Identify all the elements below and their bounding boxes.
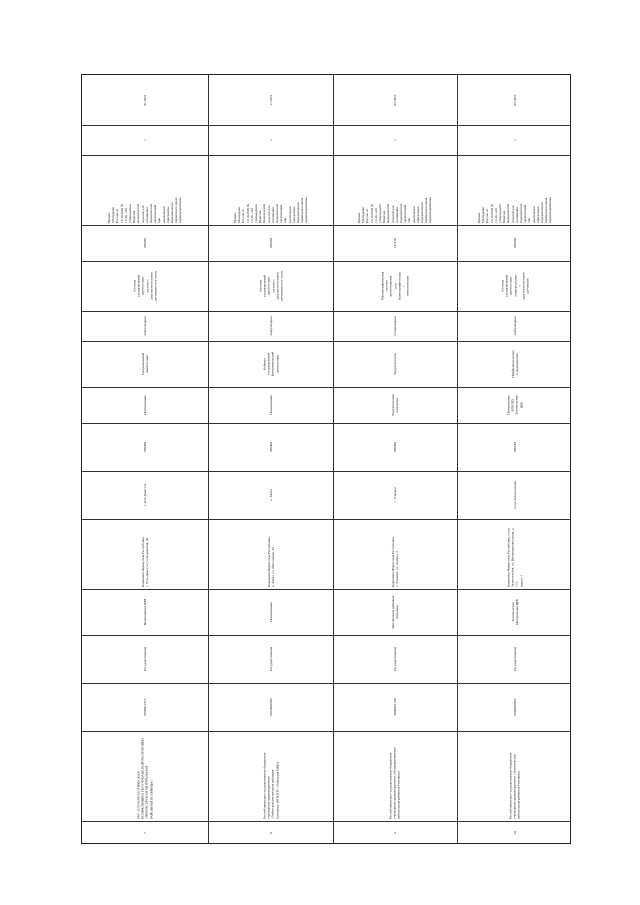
care-kind-text: Стационарно — [392, 316, 397, 336]
cell-ownership — [208, 635, 333, 683]
cell-address — [208, 519, 333, 589]
cell-address — [457, 519, 572, 589]
cell-inn — [333, 683, 457, 731]
cell-ownership — [457, 635, 572, 683]
cell-year — [82, 75, 208, 125]
inn-text: 0910001003 — [268, 698, 273, 716]
cell-code — [333, 225, 457, 261]
dept-profile-text: Ультразвуковой диагностики — [140, 352, 149, 376]
year-text: 05.2022 — [512, 94, 517, 106]
system-text: Маммографическая система рентгеновская или маммографическая с томосинтезом — [380, 271, 410, 301]
cell-dept-profile — [208, 341, 333, 387]
cell-code — [208, 225, 333, 261]
order-text: Приказ Минздрава России от 19.10.2020 № 1112н «Об утверждении Перечня медицинских изделий для оснащения медицинских организаций при реализации программы модернизации первичного звена здравоохранения» — [476, 196, 553, 223]
cell-code — [82, 225, 208, 261]
name-text: Республиканское государственное бюджетное учреждение здравоохранения «Зеленчукская центральная районная больница» — [508, 752, 521, 819]
cell-system — [457, 261, 572, 311]
code-text: 260350 — [142, 237, 147, 249]
short-name-text: Зеленчукская Центральная ЦРБ — [510, 599, 519, 625]
cell-name — [82, 731, 208, 821]
dept-type-text: Поликлиника — [268, 395, 273, 415]
order-text: Приказ Минздрава России от 19.10.2020 № 1112н «Об утверждении Перечня медицинских изделий для оснащения медицинских организаций при реализации программы модернизации первичного звена здравоохранения» — [107, 196, 183, 223]
care-kind-text: Амбулаторно — [512, 316, 517, 336]
name-text: ГБУ «СТОМАТОЛОГИЧЕСКАЯ ПОЛИКЛИНИКА ГБУЗ ЧУВАШСКОЙ РЕСПУБЛИКИ «ЧЕБОКСАРСКАЯ ЦЕНТРАЛЬНАЯ РАЙОННАЯ БОЛЬНИЦА» — [136, 738, 154, 819]
cell-locality — [82, 471, 208, 519]
locality-text: с. Учкекен — [392, 487, 397, 503]
num-text: 8 — [268, 832, 273, 834]
name-text: Республиканское государственное бюджетное учреждение здравоохранения «Малокарачаевская центральная районная больница» — [388, 747, 402, 819]
dept-type-text: Поликлиника — [142, 395, 147, 415]
cell-care-kind — [208, 311, 333, 341]
inn-text: 0909001138 — [392, 698, 397, 716]
cell-postcode — [457, 423, 572, 471]
order-text: Приказ Минздрава России от 19.10.2020 № 1112н «Об утверждении Перечня медицинских изделий для оснащения медицинских организаций при реализации программы модернизации первичного звена здравоохранения» — [357, 196, 433, 223]
cell-dept-type — [82, 387, 208, 423]
inn-text: 0906017317 — [142, 698, 147, 716]
cell-qty — [82, 125, 208, 155]
order-text: Приказ Минздрава России от 19.10.2020 № 1112н «Об утверждении Перечня медицинских изделий для оснащения медицинских организаций при реализации программы модернизации первичного звена здравоохранения» — [232, 196, 309, 223]
system-text: Система ультразвуковой диагностики универсальная с диагностическими датчиками — [499, 272, 530, 300]
address-text: Карачаево-Черкесская Республика, а. Хабез, ул. Шоссейная, 32 — [266, 536, 275, 587]
ownership-text: Государственная — [512, 646, 517, 672]
cell-inn — [82, 683, 208, 731]
address-text: Карачаево-Черкесская Республика, ст-ца Зеленчукская, ул. Интернациональная, д. 151, корпус 1 — [506, 527, 523, 587]
address-text: Карачаево-Черкесская Республика, с. Учкекен, ул. Ленина, 2 — [390, 536, 399, 587]
year-text: 11.2021 — [268, 94, 273, 106]
cell-system — [82, 261, 208, 311]
cell-address — [82, 519, 208, 589]
ownership-text: Государственная — [392, 646, 397, 672]
cell-name — [208, 731, 333, 821]
dept-profile-text: Хирургическое — [392, 352, 397, 376]
postcode-text: 369380 — [392, 441, 397, 453]
address-text: Карачаево-Черкесская Республика, г. Усть-Джегута, ул. Курортная, 45 — [140, 536, 149, 587]
postcode-text: 369400 — [268, 441, 273, 453]
cell-dept-profile — [333, 341, 457, 387]
ownership-text: Государственная — [142, 646, 147, 672]
cell-short-name — [208, 589, 333, 635]
cell-postcode — [333, 423, 457, 471]
cell-name — [457, 731, 572, 821]
cell-order — [333, 155, 457, 225]
locality-text: г. Усть-Джегута — [142, 483, 147, 507]
cell-code — [457, 225, 572, 261]
dept-type-text: Хирургическое отделение — [390, 393, 399, 417]
qty-text: 1 — [512, 139, 517, 141]
year-text: 03.2022 — [392, 94, 397, 106]
cell-year — [333, 75, 457, 125]
system-text: Система ультразвуковой диагностики система с диагностическими датчиками и ее части — [132, 270, 158, 302]
cell-inn — [457, 683, 572, 731]
postcode-text: 369300 — [142, 441, 147, 453]
cell-ownership — [82, 635, 208, 683]
locality-text: ст-ца Зеленчукская — [512, 481, 517, 509]
cell-dept-type — [208, 387, 333, 423]
dept-profile-text: Профилактическое и медицинское — [510, 350, 519, 378]
cell-locality — [208, 471, 333, 519]
short-name-text: Поликлиника — [268, 602, 273, 622]
ownership-text: Государственная — [268, 646, 273, 672]
cell-order — [457, 155, 572, 225]
cell-short-name — [457, 589, 572, 635]
cell-dept-type — [333, 387, 457, 423]
care-kind-text: Амбулаторно — [142, 316, 147, 336]
cell-postcode — [208, 423, 333, 471]
cell-qty — [208, 125, 333, 155]
cell-locality — [333, 471, 457, 519]
qty-text: 1 — [268, 139, 273, 141]
cell-inn — [208, 683, 333, 731]
cell-year — [457, 75, 572, 125]
locality-text: а. Хабез — [268, 489, 273, 501]
table-sheet — [81, 74, 571, 844]
dept-type-text: Поликлиника РГБЛПУ Зеленчукская ЦРБ — [506, 395, 523, 415]
inn-text: 0906007863 — [512, 698, 517, 716]
cell-short-name — [333, 589, 457, 635]
short-name-text: Центральная районная больница — [390, 595, 399, 629]
cell-num — [457, 821, 572, 845]
dept-profile-text: Кабинет ультразвуковой функциональной диагностики — [262, 351, 279, 377]
cell-name — [333, 731, 457, 821]
num-text: 9 — [392, 832, 397, 834]
cell-care-kind — [82, 311, 208, 341]
cell-dept-type — [457, 387, 572, 423]
postcode-text: 369140 — [512, 441, 517, 453]
cell-num — [208, 821, 333, 845]
cell-order — [208, 155, 333, 225]
cell-system — [208, 261, 333, 311]
code-text: 260350 — [268, 237, 273, 249]
num-text: 10 — [512, 831, 517, 835]
cell-num — [82, 821, 208, 845]
code-text: 191170 — [392, 237, 397, 249]
cell-order — [82, 155, 208, 225]
cell-locality — [457, 471, 572, 519]
system-text: Система ультразвуковой диагностики система с диагностическими датчиками и ее части — [257, 270, 283, 302]
cell-short-name — [82, 589, 208, 635]
num-text: 7 — [142, 832, 147, 834]
qty-text: 1 — [392, 139, 397, 141]
cell-dept-profile — [457, 341, 572, 387]
cell-care-kind — [333, 311, 457, 341]
cell-year — [208, 75, 333, 125]
cell-qty — [457, 125, 572, 155]
cell-postcode — [82, 423, 208, 471]
cell-num — [333, 821, 457, 845]
care-kind-text: Амбулаторно — [268, 316, 273, 336]
cell-qty — [333, 125, 457, 155]
qty-text: 1 — [142, 139, 147, 141]
cell-ownership — [333, 635, 457, 683]
cell-dept-profile — [82, 341, 208, 387]
cell-system — [333, 261, 457, 311]
short-name-text: Поликлиника ЦРБ — [142, 598, 147, 626]
code-text: 260350 — [512, 237, 517, 249]
cell-address — [333, 519, 457, 589]
name-text: Республиканское государственное бюджетное учреждение здравоохранения «Хабезская центральная районная больница» (РГБЛПУ «Хабезская ЦРБ») — [262, 752, 279, 819]
cell-care-kind — [457, 311, 572, 341]
year-text: 01.2021 — [142, 94, 147, 106]
